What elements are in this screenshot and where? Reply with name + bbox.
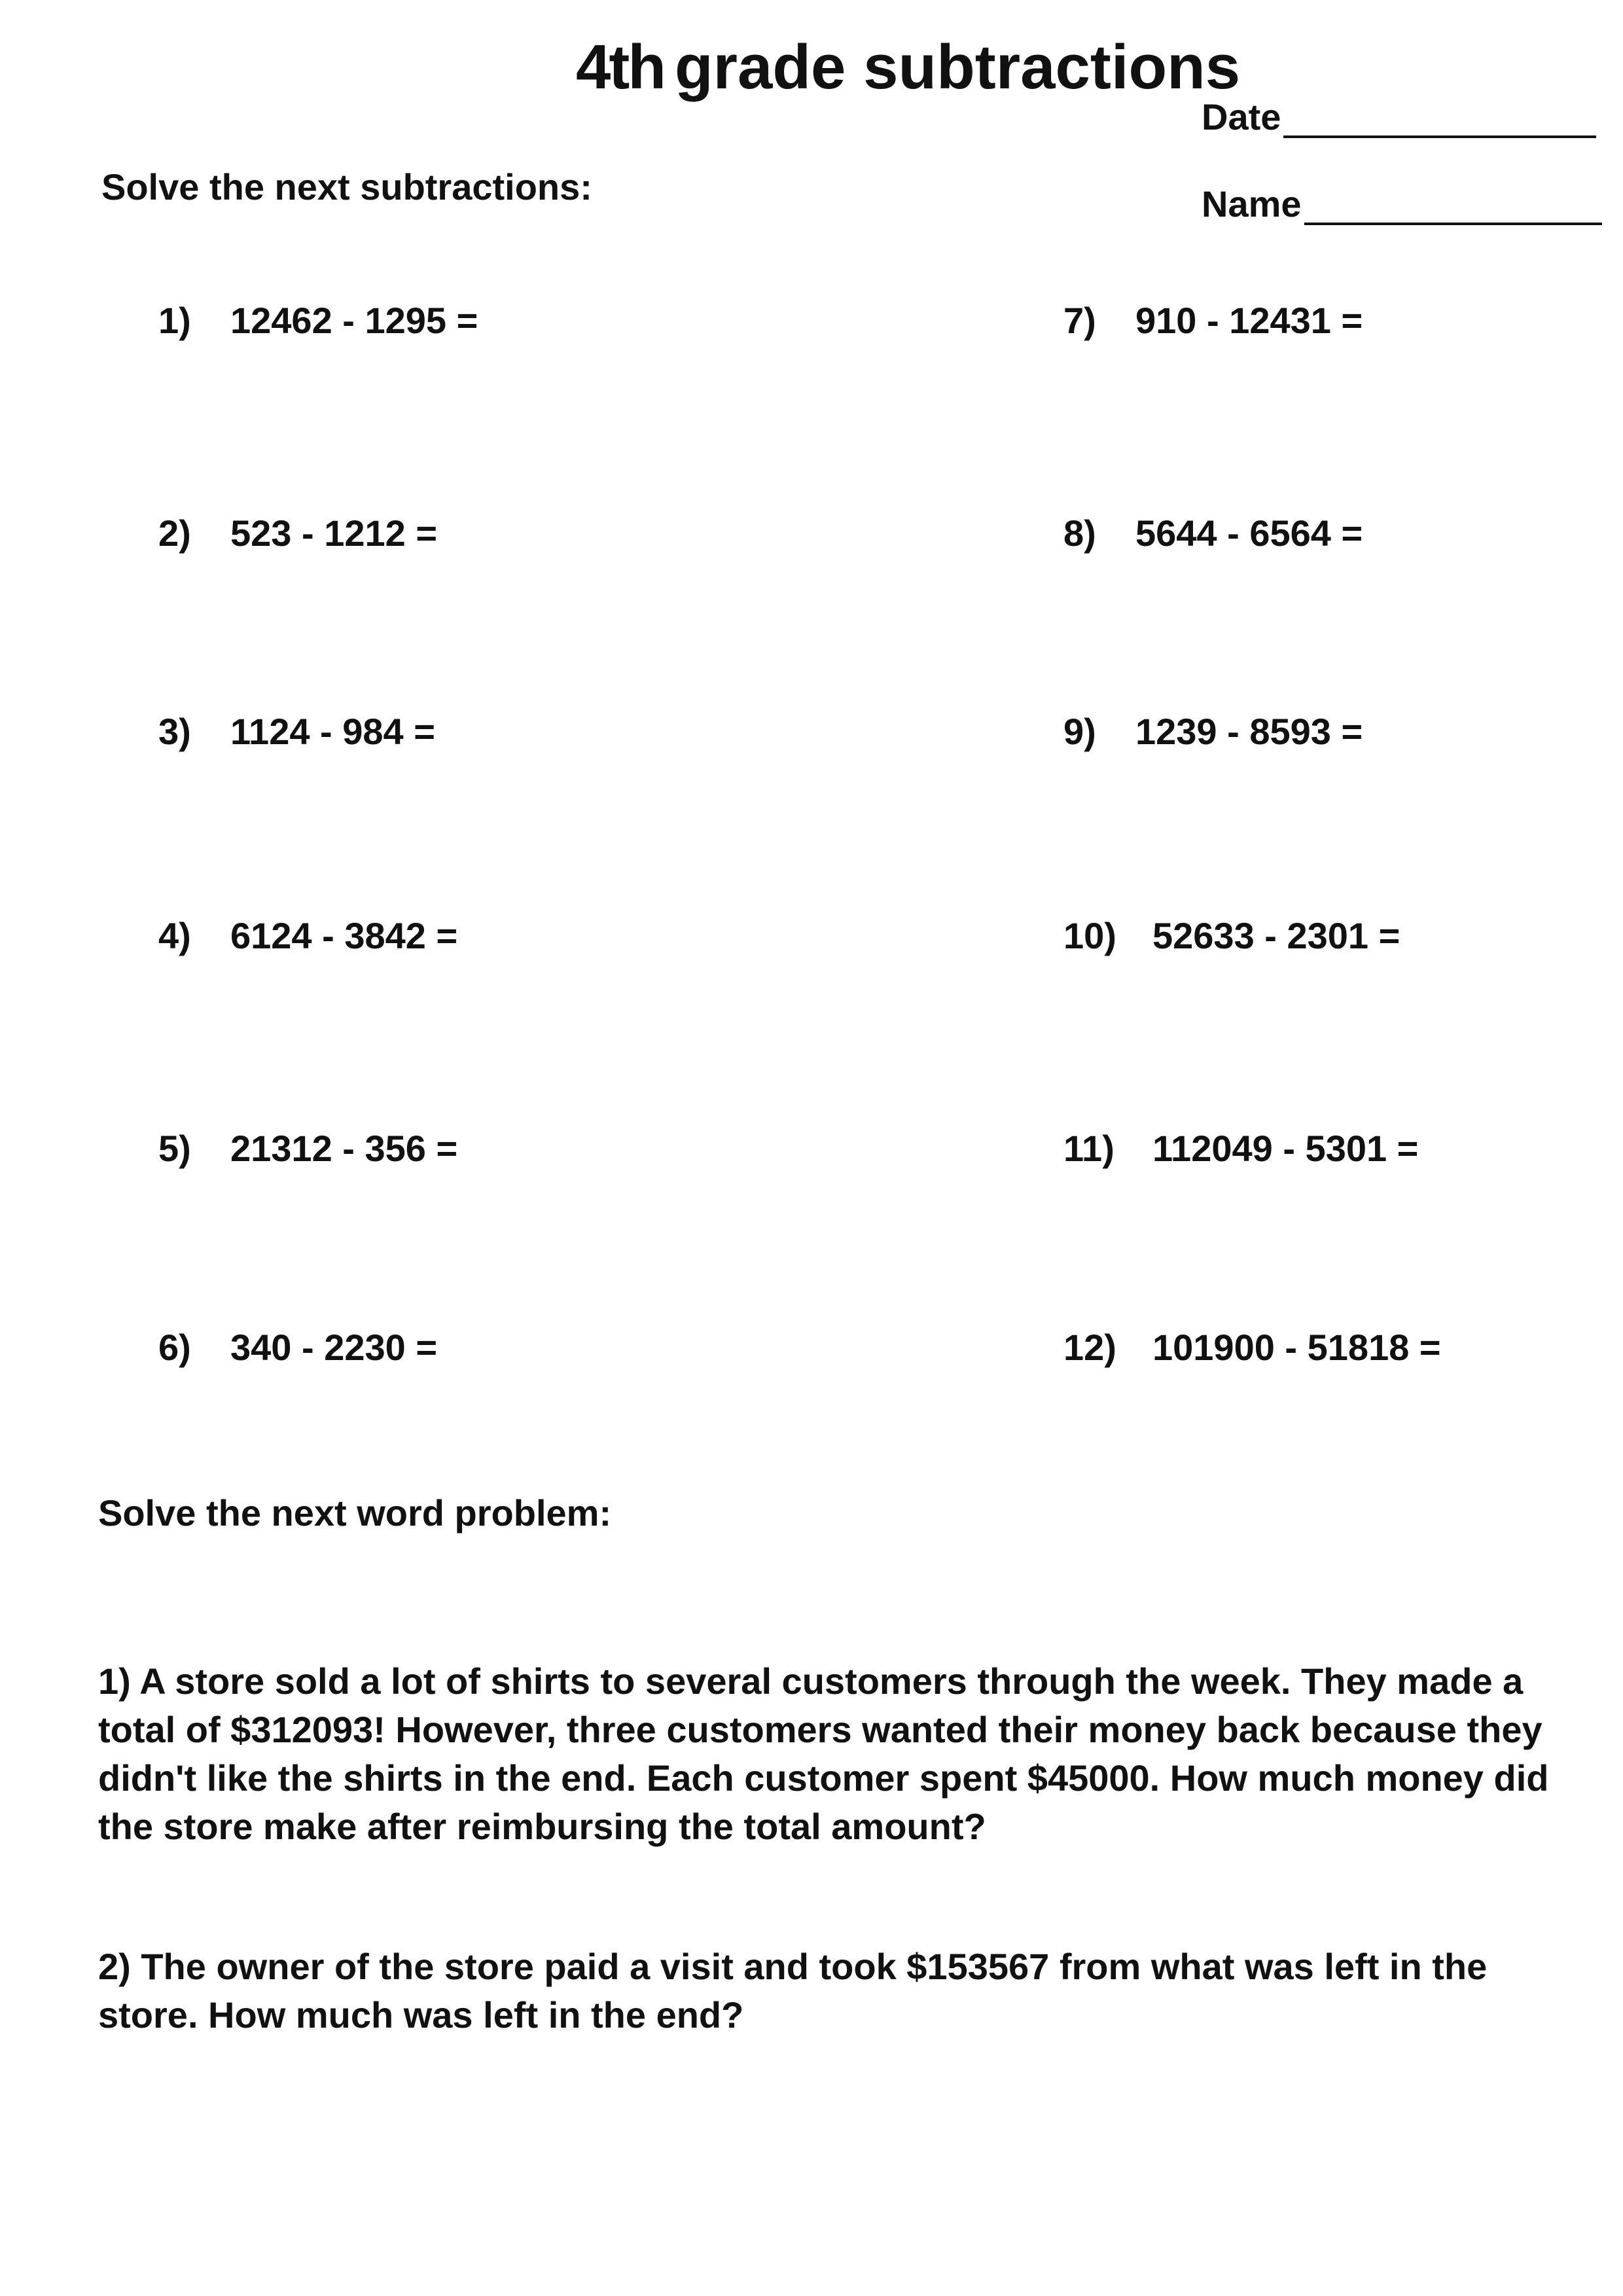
- problem-number: 6): [158, 1327, 191, 1368]
- problem-item: [158, 1326, 438, 1369]
- word-problem-2: 2) The owner of the store paid a visit and took $153567 from what was left in the store. How much was left in the end?: [98, 1946, 1488, 2036]
- problem-item: [1063, 1326, 1441, 1369]
- name-blank-line[interactable]: [1304, 188, 1602, 225]
- problem-expression: 523 - 1212 =: [230, 512, 438, 554]
- date-blank-line[interactable]: [1283, 101, 1596, 138]
- problem-number: 1): [158, 300, 191, 341]
- problem-expression: 340 - 2230 =: [230, 1327, 438, 1368]
- problem-number: 4): [158, 915, 191, 956]
- problem-expression: 21312 - 356 =: [230, 1128, 458, 1169]
- problem-number: 8): [1063, 512, 1096, 554]
- problem-item: [1063, 1127, 1419, 1170]
- problem-item: [158, 1127, 458, 1170]
- problem-expression: 6124 - 3842 =: [230, 915, 458, 956]
- problem-item: [1063, 710, 1363, 753]
- problem-expression: 1124 - 984 =: [230, 711, 435, 752]
- problem-expression: 1239 - 8593 =: [1135, 711, 1363, 752]
- subtractions-heading: Solve the next subtractions:: [101, 166, 592, 207]
- problem-number: 12): [1063, 1327, 1116, 1368]
- problem-expression: 52633 - 2301 =: [1152, 915, 1400, 956]
- problem-expression: 12462 - 1295 =: [230, 300, 478, 341]
- problem-item: [158, 512, 438, 554]
- problem-number: 7): [1063, 300, 1096, 341]
- problem-item: [158, 914, 458, 957]
- title-text: grade subtractions: [675, 32, 1241, 102]
- problem-number: 11): [1063, 1128, 1115, 1169]
- date-field[interactable]: [1202, 96, 1596, 138]
- problem-expression: 5644 - 6564 =: [1135, 512, 1363, 554]
- word-problem-heading: Solve the next word problem:: [98, 1492, 612, 1534]
- problem-item: [1063, 512, 1363, 554]
- page-title: [576, 31, 1240, 103]
- title-ordinal: 4th: [576, 32, 664, 102]
- problem-number: 5): [158, 1128, 191, 1169]
- problem-expression: 101900 - 51818 =: [1152, 1327, 1441, 1368]
- name-label: Name: [1202, 183, 1302, 224]
- problem-number: 2): [158, 512, 191, 554]
- problem-expression: 910 - 12431 =: [1135, 300, 1363, 341]
- problem-item: [1063, 299, 1363, 342]
- problem-item: [1063, 914, 1400, 957]
- problem-number: 3): [158, 711, 191, 752]
- problem-expression: 112049 - 5301 =: [1152, 1128, 1419, 1169]
- problem-number: 10): [1063, 915, 1116, 956]
- date-label: Date: [1202, 96, 1281, 137]
- word-problem-1: 1) A store sold a lot of shirts to several customers through the week. They made a total of $312093! However, three customers wanted their money back because they didn't like the shirts in the end. Each customer spent $45000. How much money did the store make after reimbursing the total amount?: [98, 1660, 1549, 1847]
- problem-item: [158, 710, 435, 753]
- problem-item: [158, 299, 478, 342]
- name-field[interactable]: [1202, 183, 1602, 225]
- problem-number: 9): [1063, 711, 1096, 752]
